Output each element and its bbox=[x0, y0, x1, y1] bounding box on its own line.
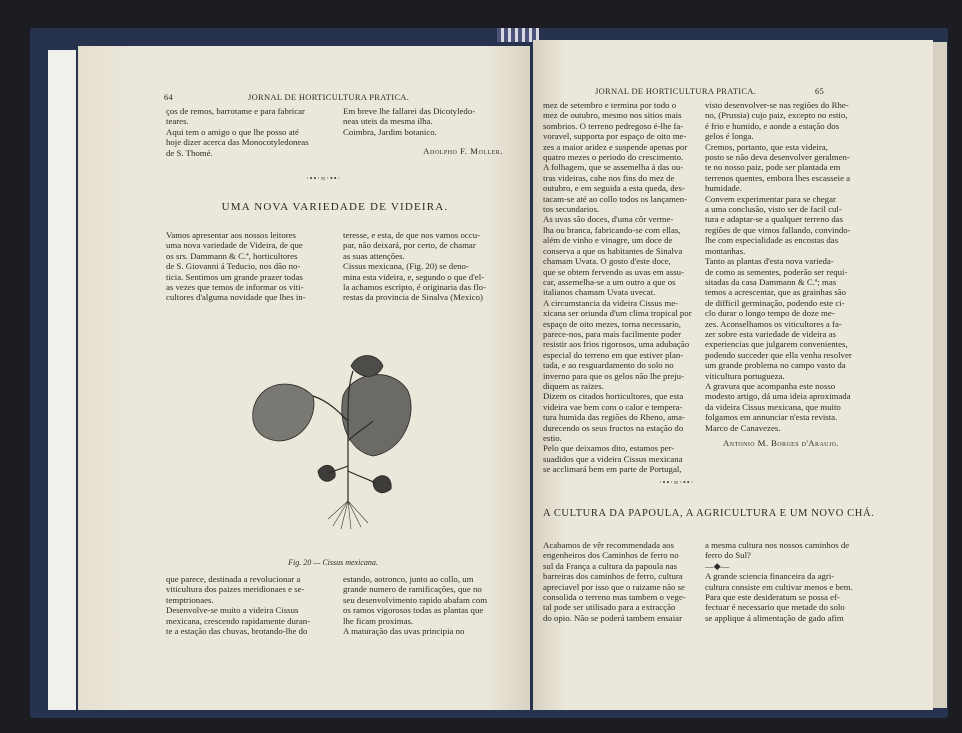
text-line: visto desenvolver-se nas regiões do Rhe- bbox=[705, 100, 849, 110]
text-line: inverno para que os gelos não lhe preju- bbox=[543, 370, 684, 381]
text-line: de S. Giovanni á Teducio, nos dão no- bbox=[166, 261, 301, 272]
right-ornament: ·••·≈·••· bbox=[659, 478, 695, 487]
text-line: barreiras dos caminhos de ferro, cultura bbox=[543, 571, 683, 582]
right-bottom-column-2 bbox=[705, 540, 857, 623]
text-line: cultura consiste em cultivar menos e bem. bbox=[705, 581, 853, 592]
text-line: tos secundarios. bbox=[543, 204, 600, 215]
text-line: se applique á alimentação de gado afim bbox=[705, 612, 844, 623]
text-line: te a estação das chuvas, brotando-lhe do bbox=[166, 626, 308, 637]
right-page-number: 65 bbox=[815, 86, 825, 96]
text-line: estando, aotronco, junto ao collo, um bbox=[343, 574, 474, 584]
text-line: Desenvolve-se muito a videira Cissus bbox=[166, 605, 299, 616]
text-line: mez de outubro, mesmo nos sitios mais bbox=[543, 110, 682, 121]
text-line: espaço de oito mezes, torna necessario, bbox=[543, 318, 682, 329]
left-intro-column-1 bbox=[166, 230, 334, 303]
text-line: zes a maior aridez e suspende apenas por bbox=[543, 141, 688, 152]
text-line: A circumstancia da videira Cissus me- bbox=[543, 297, 679, 308]
text-line: teresse, e esta, de que nos vamos occu- bbox=[343, 230, 481, 240]
text-line: Para que este desideratum se possa ef- bbox=[705, 592, 840, 603]
text-line: especial do terreno em que estiver plan- bbox=[543, 349, 684, 360]
text-line: apreciavel por isso que o raizame não se bbox=[543, 581, 685, 592]
left-signature: Adolpho F. Moller. bbox=[423, 146, 503, 156]
text-line: car, assemelha-se a um outro a que os bbox=[543, 276, 676, 287]
text-line: tacam-se até ao collo todos os lançamen- bbox=[543, 193, 688, 204]
text-line: neas uteis da mesma ilha. bbox=[343, 116, 433, 127]
text-line: outubro, e em seguida a esta queda, des- bbox=[543, 183, 685, 194]
left-top-column-2 bbox=[343, 106, 503, 137]
text-line: Convem experimentar para se chegar bbox=[705, 193, 836, 204]
text-line: a mesma cultura nos nossos caminhos de bbox=[705, 540, 850, 550]
text-line: além de vinho e vinagre, um doce de bbox=[543, 235, 673, 246]
left-running-head: JORNAL DE HORTICULTURA PRATICA. bbox=[248, 92, 410, 102]
text-line: zes. Aconselhamos os viticultores a fa- bbox=[705, 318, 842, 329]
page-edges bbox=[933, 42, 947, 708]
right-page bbox=[533, 40, 933, 710]
text-line: mez de setembro e termina por todo o bbox=[543, 100, 677, 110]
text-line: humidade. bbox=[705, 183, 742, 194]
text-line: restas da provincia de Sinalva (Mexico) bbox=[343, 292, 483, 303]
text-line: teares. bbox=[166, 116, 189, 127]
left-bottom-column-1 bbox=[166, 574, 334, 636]
book-cover bbox=[30, 28, 948, 718]
text-line: sul da França a cultura da papoula nas bbox=[543, 560, 678, 571]
left-page bbox=[78, 46, 530, 710]
text-line: conserva a que os habitantes de Sinalva bbox=[543, 245, 683, 256]
text-line: a uma conclusão, visto ser de facil cul- bbox=[705, 204, 842, 215]
text-line: A gravura que acompanha este nosso bbox=[705, 380, 836, 391]
text-line: folgamos em annunciar n'esta revista. bbox=[705, 412, 838, 423]
text-line: tal pode ser utilisado para a extracção bbox=[543, 602, 676, 613]
text-line: experiencias que julgarem convenientes, bbox=[705, 339, 848, 350]
cissus-mexicana-illustration bbox=[233, 301, 433, 531]
text-line: fectuar é necessario que metade do solo bbox=[705, 602, 845, 613]
text-line: clo durar o longo tempo de doze me- bbox=[705, 308, 835, 319]
left-ornament: ·••·≈·••· bbox=[306, 174, 342, 183]
text-line: Cissus mexicana, (Fig. 20) se deno- bbox=[343, 261, 469, 272]
text-line: sombrios. O terreno pedregoso é-lhe fa- bbox=[543, 120, 684, 131]
text-line: videira vae bem com o calor e tempera- bbox=[543, 401, 683, 412]
text-line: tura humida das regiões do Rheno, ama- bbox=[543, 412, 685, 423]
text-line: os ramos vigorosos todas as plantas que bbox=[343, 605, 484, 616]
text-line: Coimbra, Jardim botanico. bbox=[343, 126, 437, 137]
text-line: A folhagem, que se assemelha á das ou- bbox=[543, 162, 684, 173]
text-line: que se obtem fervendo as uvas em assu- bbox=[543, 266, 684, 277]
text-line: tras videiras, cahe nos fins do mez de bbox=[543, 172, 675, 183]
text-line: é frio e humido, e aonde a estação dos bbox=[705, 120, 840, 131]
text-line: par, não deixará, por certo, de chamar bbox=[343, 240, 476, 251]
text-line: —◆— bbox=[705, 560, 730, 571]
text-line: do opio. Não se poderá tambem ensaiar bbox=[543, 612, 682, 623]
text-line: Dizem os citados horticultores, que esta bbox=[543, 391, 684, 402]
text-line: gelos é longa. bbox=[705, 131, 754, 142]
text-line: tura e adaptar-se a qualquer terreno das bbox=[705, 214, 844, 225]
text-line: diquem as raizes. bbox=[543, 380, 604, 391]
text-line: regiões de que vimos fallando, convindo- bbox=[705, 224, 851, 235]
text-line: no, (Prussia) cujo paiz, excepto no estio, bbox=[705, 110, 848, 121]
text-line: terrenos quentes, embora lhes escasseie a bbox=[705, 172, 851, 183]
left-top-column-1 bbox=[166, 106, 334, 158]
text-line: seu desenvolvimento rapido abafam com bbox=[343, 594, 488, 605]
flyleaf bbox=[48, 50, 76, 710]
text-line: durecendo os seus fructos na estação do bbox=[543, 422, 684, 433]
text-line: Em breve lhe fallarei das Dicotyledo- bbox=[343, 106, 476, 116]
text-line: Tanto as plantas d'esta nova varieda- bbox=[705, 256, 834, 267]
text-line: de como as sementes, poderão ser requi- bbox=[705, 266, 848, 277]
text-line: uma nova variedade de Videira, de que bbox=[166, 240, 303, 251]
right-signature: Antonio M. Borges d'Araujo. bbox=[722, 438, 839, 448]
text-line: ticia. Sentimos um grande prazer todas bbox=[166, 271, 303, 282]
left-intro-column-2 bbox=[343, 230, 505, 303]
text-line: zer sobre esta variedade de videira as bbox=[705, 328, 836, 339]
left-page-number: 64 bbox=[164, 92, 174, 102]
text-line: que parece, destinada a revolucionar a bbox=[166, 574, 301, 584]
left-article-title: UMA NOVA VARIEDADE DE VIDEIRA. bbox=[221, 201, 449, 213]
left-bottom-column-2 bbox=[343, 574, 505, 636]
text-line: de S. Thomé. bbox=[166, 147, 213, 158]
text-line: estio. bbox=[543, 433, 562, 443]
text-line: resistir aos frios rigorosos, uma adubação bbox=[543, 339, 690, 350]
text-line: Aqui tem o amigo o que lhe posso até bbox=[166, 126, 299, 137]
text-line: italianos chamam Uvata uvecat. bbox=[543, 287, 656, 298]
text-line: hoje dizer acerca das Monocotyledoneas bbox=[166, 137, 309, 148]
text-line: Marco de Canavezes. bbox=[705, 422, 781, 433]
text-line: Cremos, portanto, que esta videira, bbox=[705, 141, 828, 152]
text-line: As uvas são doces, d'uma côr verme- bbox=[543, 214, 674, 225]
text-line: voravel, supporta por espaço de oito me- bbox=[543, 131, 687, 142]
text-line: Pelo que deixamos dito, estamos per- bbox=[543, 443, 675, 454]
text-line: chamam Uvata. O gosto d'este doce, bbox=[543, 256, 671, 267]
text-line: Vamos apresentar aos nossos leitores bbox=[166, 230, 296, 240]
text-line: lhe com especialidade as encostas das bbox=[705, 235, 839, 246]
text-line: xicana ser oriunda d'um clima tropical por bbox=[543, 308, 692, 319]
text-line: lha ou branca, fabricando-se com ellas, bbox=[543, 224, 681, 235]
text-line: mexicana, crescendo rapidamente duran- bbox=[166, 615, 311, 626]
right-column-2 bbox=[705, 100, 857, 433]
right-column-1 bbox=[543, 100, 701, 475]
text-line: ços de remos, barrotame e para fabricar bbox=[166, 106, 305, 116]
text-line: de difficil germinação, podendo este ci- bbox=[705, 297, 845, 308]
text-line: mina esta videira, e, segundo o que d'el- bbox=[343, 271, 485, 282]
text-line: da videira Cissus mexicana, que muito bbox=[705, 401, 841, 412]
text-line: parece-nos, para mais facilmente poder bbox=[543, 328, 681, 339]
text-line: A maturação das uvas principia no bbox=[343, 626, 465, 637]
text-line: as vezes que temos de informar os viti- bbox=[166, 282, 304, 293]
text-line: quatro mezes o periodo do crescimento. bbox=[543, 152, 684, 163]
text-line: grande numero de ramificações, que no bbox=[343, 584, 482, 595]
text-line: viticultura portugueza. bbox=[705, 370, 785, 381]
text-line: modesto artigo, dá uma ideia aproximada bbox=[705, 391, 851, 402]
text-line: consolida o terreno mas tambem o vege- bbox=[543, 592, 686, 603]
text-line: engenheiros dos Caminhos de ferro no bbox=[543, 550, 679, 561]
text-line: podendo succeder que ella venha resolver bbox=[705, 349, 852, 360]
text-line: se acclimará bem em parte de Portugal, bbox=[543, 464, 682, 475]
text-line: te no nosso paiz, pode ser plantada em bbox=[705, 162, 841, 173]
text-line: temptrionaes. bbox=[166, 594, 214, 605]
right-bottom-column-1 bbox=[543, 540, 701, 623]
text-line: cultores d'alguma novidade que lhes in- bbox=[166, 292, 306, 303]
text-line: montanhas. bbox=[705, 245, 746, 256]
text-line: viticultura dos paizes meridionaes e se- bbox=[166, 584, 305, 595]
text-line: os srs. Dammann & C.ª, horticultores bbox=[166, 250, 298, 261]
text-line: A grande sciencia financeira da agri- bbox=[705, 571, 835, 582]
text-line: lhe ficam proximas. bbox=[343, 615, 414, 626]
text-line: Acabamos de vêr recommendada aos bbox=[543, 540, 674, 550]
right-article-title: A CULTURA DA PAPOULA, A AGRICULTURA E UM NOVO CHÁ. bbox=[543, 508, 875, 519]
figure-caption: Fig. 20 — Cissus mexicana. bbox=[288, 558, 378, 567]
text-line: sitadas da casa Dammann & C.ª; mas bbox=[705, 276, 837, 287]
right-running-head: JORNAL DE HORTICULTURA PRATICA. bbox=[595, 86, 757, 96]
text-line: tada, e ao resguardamento do solo no bbox=[543, 360, 674, 371]
text-line: posto se não deva desenvolver geralmen- bbox=[705, 152, 850, 163]
text-line: ferro do Sul? bbox=[705, 550, 751, 561]
text-line: as suas attenções. bbox=[343, 250, 405, 261]
text-line: la achamos escripto, é originaria das flo- bbox=[343, 282, 486, 293]
text-line: suadidos que a videira Cissus mexicana bbox=[543, 453, 683, 464]
text-line: um grande problema no campo vasto da bbox=[705, 360, 846, 371]
text-line: temos a acrescentar, que as grainhas são bbox=[705, 287, 847, 298]
